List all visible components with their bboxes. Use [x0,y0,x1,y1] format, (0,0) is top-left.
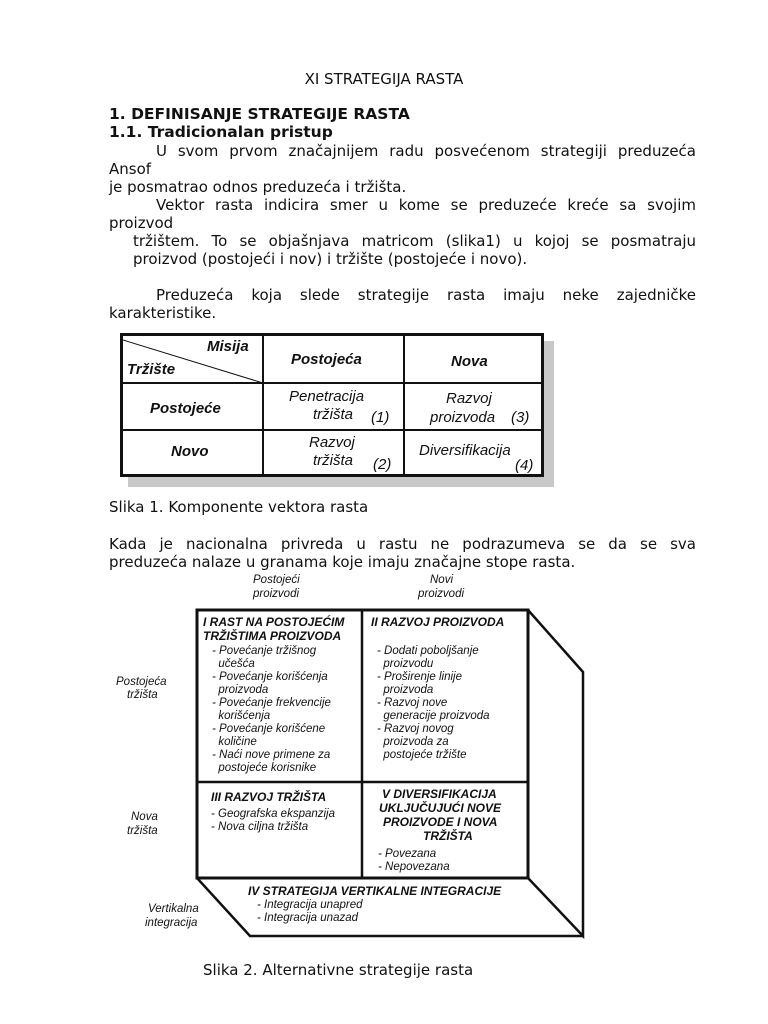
paragraph-4-line-1: Kada je nacionalna privreda u rastu ne podrazumeva se da se sva [109,535,696,553]
row-header-existing: Postojeće [150,400,221,417]
top-label-existing-products-a: Postojeći [253,574,300,586]
quadrant-4-title-b: UKLJUČUJUĆI NOVE [379,801,502,815]
top-label-new-products-b: proizvodi [418,588,465,600]
side-label-new-markets-a: Nova [131,811,158,823]
vertical-integration-list [257,899,362,925]
figure-1-caption: Slika 1. Komponente vektora rasta [109,498,369,516]
cell-diversification-num: (4) [515,457,534,474]
paragraph-3-line-2: karakteristike. [109,304,217,322]
subsection-heading: 1.1. Tradicionalan pristup [109,123,333,141]
list-item: - Nepovezana [378,861,450,873]
cell-market-penetration-num: (1) [371,409,390,426]
quadrant-3-list [211,808,335,834]
list-item: količine [212,736,257,748]
list-item: - Povećanje tržišnog [212,645,317,657]
paragraph-3-line-1: Preduzeća koja slede strategije rasta imaju neke zajedničke [156,286,696,304]
cell-market-development-num: (2) [373,456,392,473]
cell-market-penetration-b: tržišta [313,406,354,423]
quadrant-1-title-a: I RAST NA POSTOJEĆIM [203,615,345,629]
paragraph-2-line-3: tržištem. To se objašnjava matricom (slika1) u kojoj se posmatraju [133,232,696,250]
quadrant-4-title-a: V DIVERSIFIKACIJA [382,787,497,801]
corner-label-mission: Misija [207,338,249,355]
figure-2-caption: Slika 2. Alternativne strategije rasta [203,961,474,979]
quadrant-2-title: II RAZVOJ PROIZVODA [371,615,505,629]
list-item: postojeće tržište [377,749,467,761]
paragraph-1-line-2: Ansof [109,160,152,178]
cell-product-development-num: (3) [511,409,530,426]
paragraph-4-line-2: preduzeća nalaze u granama koje imaju značajne stope rasta. [109,553,576,571]
top-label-existing-products-b: proizvodi [253,588,300,600]
list-item: generacije proizvoda [377,710,490,722]
paragraph-2-line-4: proizvod (postojeći i nov) i tržište (postojeće i novo). [133,250,528,268]
list-item: - Nova ciljna tržišta [211,821,309,833]
list-item: - Povećanje frekvencije [212,697,331,709]
list-item: - Razvoj nove [377,697,448,709]
list-item: proizvoda za [377,736,449,748]
document-title: XI STRATEGIJA RASTA [304,70,464,88]
list-item: - Proširenje linije [377,671,463,683]
list-item: - Razvoj novog [377,723,454,735]
row-header-new: Novo [171,443,209,460]
section-heading: 1. DEFINISANJE STRATEGIJE RASTA [109,105,410,123]
paragraph-2-line-1: Vektor rasta indicira smer u kome se preduzeće kreće sa svojim [156,196,696,214]
list-item: proizvoda [212,684,269,696]
list-item: - Integracija unapred [257,899,363,911]
top-label-new-products-a: Novi [430,574,454,586]
paragraph-1-line-1: U svom prvom značajnijem radu posvećenom strategiji preduzeća [156,142,696,160]
paragraph-1-line-3: je posmatrao odnos preduzeća i tržišta. [109,178,407,196]
column-header-existing: Postojeća [291,351,362,368]
quadrant-2-list [377,645,490,762]
list-item: - Integracija unazad [257,912,359,924]
corner-label-market: Tržište [127,361,176,378]
list-item: - Geografska ekspanzija [211,808,336,820]
cell-product-development-a: Razvoj [446,390,492,407]
list-item: proizvoda [377,684,434,696]
quadrant-4-title-c: PROIZVODE I NOVA [383,815,498,829]
side-label-existing-markets-b: tržišta [127,689,158,701]
list-item: - Povećanje korišćenja [212,671,328,683]
cell-market-development-b: tržišta [313,452,354,469]
list-item: - Naći nove primene za [212,749,331,761]
side-label-existing-markets-a: Postojeća [116,676,167,688]
list-item: - Povećanje korišćene [212,723,326,735]
list-item: - Dodati poboljšanje [377,645,479,657]
quadrant-4-list [378,848,450,874]
paragraph-2-line-2: proizvod [109,214,174,232]
list-item: učešća [212,658,255,670]
vertical-integration-title: IV STRATEGIJA VERTIKALNE INTEGRACIJE [248,884,502,898]
list-item: proizvodu [377,658,434,670]
column-header-new: Nova [451,353,488,370]
side-label-vertical-integration-b: integracija [145,917,198,929]
list-item: korišćenja [212,710,271,722]
list-item: postojeće korisnike [212,762,317,774]
quadrant-3-title: III RAZVOJ TRŽIŠTA [211,790,327,804]
side-label-vertical-integration-a: Vertikalna [148,903,199,915]
cell-product-development-b: proizvoda [430,409,496,426]
cell-market-development-a: Razvoj [309,434,355,451]
quadrant-1-title-b: TRŽIŠTIMA PROIZVODA [203,629,342,643]
side-label-new-markets-b: tržišta [127,825,158,837]
cell-market-penetration-a: Penetracija [289,388,365,405]
list-item: - Povezana [378,848,437,860]
quadrant-1-list [212,645,331,775]
cell-diversification: Diversifikacija [419,442,511,459]
quadrant-4-title-d: TRŽIŠTA [423,829,473,843]
